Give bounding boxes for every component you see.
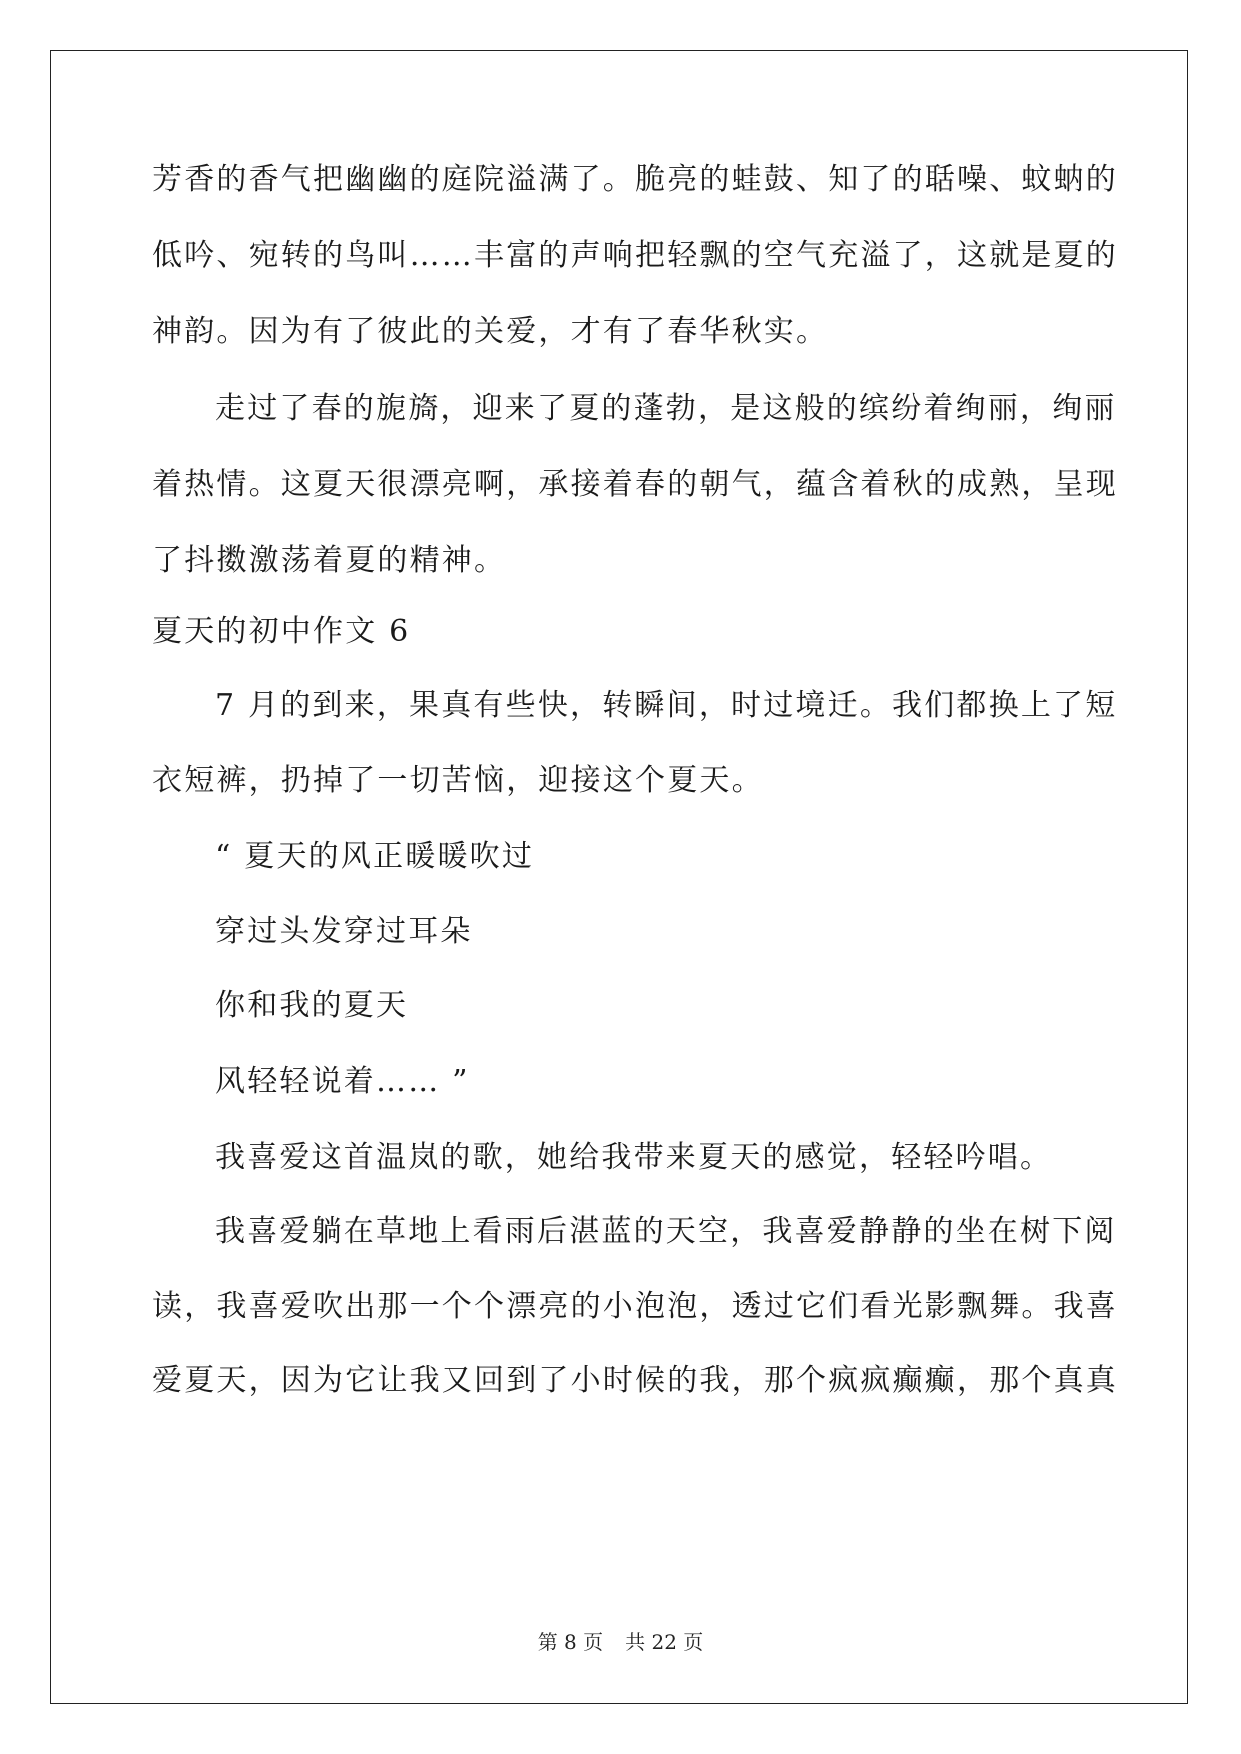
text-line: 读，我喜爱吹出那一个个漂亮的小泡泡，透过它们看光影飘舞。我喜 <box>152 1289 1118 1324</box>
section-heading: 夏天的初中作文 6 <box>152 614 411 649</box>
text-line: 我喜爱躺在草地上看雨后湛蓝的天空，我喜爱静静的坐在树下阅 <box>215 1214 1117 1249</box>
page-number: 第 8 页 <box>537 1630 604 1654</box>
text-line: 了抖擞激荡着夏的精神。 <box>152 543 507 578</box>
text-line: 着热情。这夏天很漂亮啊，承接着春的朝气，蕴含着秋的成熟，呈现 <box>152 467 1118 502</box>
page-border <box>50 50 1188 1704</box>
poem-line: 风轻轻说着…… ” <box>215 1064 470 1099</box>
text-line: 7 月的到来，果真有些快，转瞬间，时过境迁。我们都换上了短 <box>215 688 1118 723</box>
text-line: 我喜爱这首温岚的歌，她给我带来夏天的感觉，轻轻吟唱。 <box>215 1140 1053 1175</box>
text-line: 低吟、宛转的鸟叫……丰富的声响把轻飘的空气充溢了，这就是夏的 <box>152 238 1118 273</box>
page-footer <box>0 1630 1241 1654</box>
poem-line: “ 夏天的风正暖暖吹过 <box>215 839 535 874</box>
text-line: 神韵。因为有了彼此的关爱，才有了春华秋实。 <box>152 314 829 349</box>
text-line: 爱夏天，因为它让我又回到了小时候的我，那个疯疯癫癫，那个真真 <box>152 1363 1118 1398</box>
text-line: 衣短裤，扔掉了一切苦恼，迎接这个夏天。 <box>152 763 764 798</box>
poem-line: 你和我的夏天 <box>215 988 409 1023</box>
text-line: 芳香的香气把幽幽的庭院溢满了。脆亮的蛙鼓、知了的聒噪、蚊蚋的 <box>152 162 1118 197</box>
page-total: 共 22 页 <box>625 1630 704 1654</box>
poem-line: 穿过头发穿过耳朵 <box>215 914 473 949</box>
text-line: 走过了春的旎旖，迎来了夏的蓬勃，是这般的缤纷着绚丽，绚丽 <box>215 391 1117 426</box>
